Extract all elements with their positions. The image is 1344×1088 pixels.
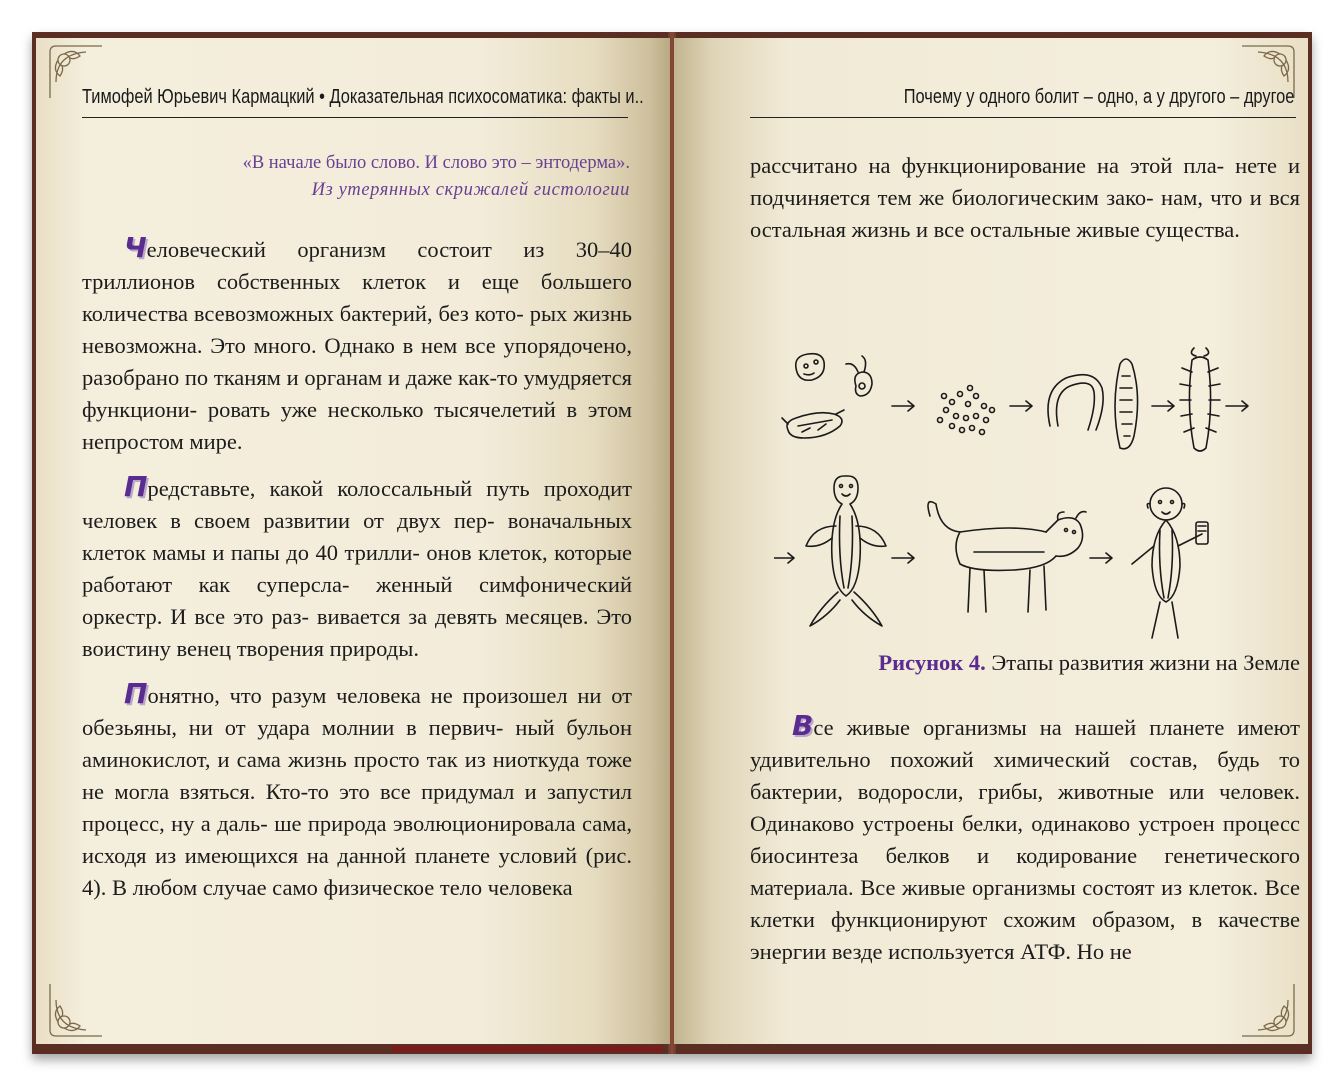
left-page (36, 38, 670, 1044)
text-line: вивается за девять месяцев. Это воистину венец (82, 604, 633, 661)
text-line: проходит человек в своем развитии от двух пер- (82, 476, 632, 533)
right-body-text-top (750, 150, 1300, 246)
text-line: так из ниоткуда тоже не могла взяться. Кто-то (82, 747, 632, 804)
text-line: ше природа эволюционировала сама, исходя из (82, 811, 632, 868)
arrow-icon (892, 401, 914, 411)
paragraph (750, 150, 1300, 246)
text-line: нете и подчиняется тем же биологическим зако- (750, 153, 1300, 210)
left-running-header: Тимофей Юрьевич Кармацкий • Доказательная психосоматика: факты и.. (82, 86, 644, 108)
text-line: состав, будь то бактерии, водоросли, грибы, (750, 747, 1301, 804)
epigraph (243, 150, 630, 204)
arrow-icon (1152, 401, 1174, 411)
text-line: онов клеток, которые работают как суперсла- (82, 540, 632, 597)
text-line: животные или человек. Одинаково устроены (750, 779, 1300, 836)
text-line: ни от обезьяны, ни от удара молнии в первич- (82, 683, 632, 740)
header-rule (82, 117, 628, 118)
text-line: се живые организмы на нашей планете (813, 715, 1225, 740)
text-line: ный бульон аминокислот, и сама жизнь просто (82, 715, 633, 772)
right-page (674, 38, 1308, 1044)
right-running-header: Почему у одного болит – одно, а у другого – другое (903, 86, 1294, 108)
text-line: белки, одинаково устроен процесс биосинтеза (750, 811, 1300, 868)
paragraph (82, 232, 632, 458)
arrow-icon (1090, 553, 1112, 563)
text-line: еловеческий организм состоит из 30–40 (146, 237, 632, 262)
epigraph-source: Из утерянных скрижалей гистологии (311, 180, 630, 200)
cow-icon (928, 502, 1086, 612)
text-line: В любом случае само физическое тело человека (112, 875, 573, 900)
embryo-icon (806, 476, 886, 626)
text-line: воначальных клеток мамы и папы до 40 трилли- (82, 508, 632, 565)
text-line: имеющихся на данной планете условий (рис. 4). (82, 843, 633, 900)
text-line: редставьте, какой колоссальный путь (147, 476, 530, 501)
text-line: белков и кодирование генетического материала. (750, 843, 1300, 900)
figure-caption-label: Рисунок 4. (878, 650, 986, 675)
text-line: это все придумал и запустил процесс, ну а даль- (82, 779, 632, 836)
drop-cap: В (792, 709, 814, 742)
drop-cap: П (124, 470, 148, 503)
text-line: клетки функционируют схожим образом, в (750, 907, 1203, 932)
figure-caption (750, 650, 1300, 676)
text-line: живые существа. (1076, 217, 1240, 242)
text-line: триллионов собственных клеток и еще большего (82, 269, 632, 294)
text-line: нем все упорядочено, разобрано по тканям и (82, 333, 633, 390)
open-book (32, 32, 1312, 1054)
header-rule (750, 117, 1296, 118)
arrow-icon (892, 553, 914, 563)
text-line: рассчитано на функционирование на этой пла- (750, 153, 1225, 178)
arrow-icon (1010, 401, 1032, 411)
paragraph (750, 710, 1300, 968)
text-line: рых жизнь невозможна. Это много. Однако в (82, 301, 632, 358)
text-line: нам, что и вся остальная жизнь и все остальные (750, 185, 1300, 242)
epigraph-quote: «В начале было слово. И слово это – энтодерма». (242, 153, 630, 173)
drop-cap: П (124, 677, 148, 710)
figure-caption-text: Этапы развития жизни на Земле (991, 650, 1300, 675)
text-line: Все живые организмы состоят из клеток. Все (860, 875, 1301, 900)
figure-evolution-drawing (774, 326, 1274, 646)
text-line: онятно, что разум человека не произошел (147, 683, 568, 708)
left-body-text (82, 232, 632, 904)
arrow-icon (1226, 401, 1248, 411)
cell-colony-icon (938, 386, 995, 435)
right-body-text-bottom (750, 710, 1300, 968)
worm-icon (1048, 359, 1138, 449)
text-line: имеют удивительно похожий химический (750, 715, 1301, 772)
text-line: ровать уже несколько тысячелетий в этом (207, 397, 632, 422)
text-line: женный симфонический оркестр. И все это раз- (82, 572, 633, 629)
corner-ornament-icon (46, 980, 106, 1040)
arrow-icon (774, 553, 794, 563)
human-icon (1132, 488, 1208, 638)
corner-ornament-icon (1238, 980, 1298, 1040)
centipede-icon (1180, 348, 1220, 451)
protozoa-icon (782, 354, 872, 438)
paragraph (82, 471, 632, 665)
drop-cap: Ч (124, 231, 147, 264)
text-line: органам и даже как-то умудряется функциони- (82, 365, 633, 422)
text-line: непростом мире. (82, 429, 243, 454)
paragraph (82, 678, 632, 904)
text-line: количества всевозможных бактерий, без кото- (82, 301, 524, 326)
text-line: качестве энергии везде используется АТФ. Но не (750, 907, 1300, 964)
text-line: творения природы. (236, 636, 419, 661)
bookmark-ribbon (392, 1046, 662, 1052)
